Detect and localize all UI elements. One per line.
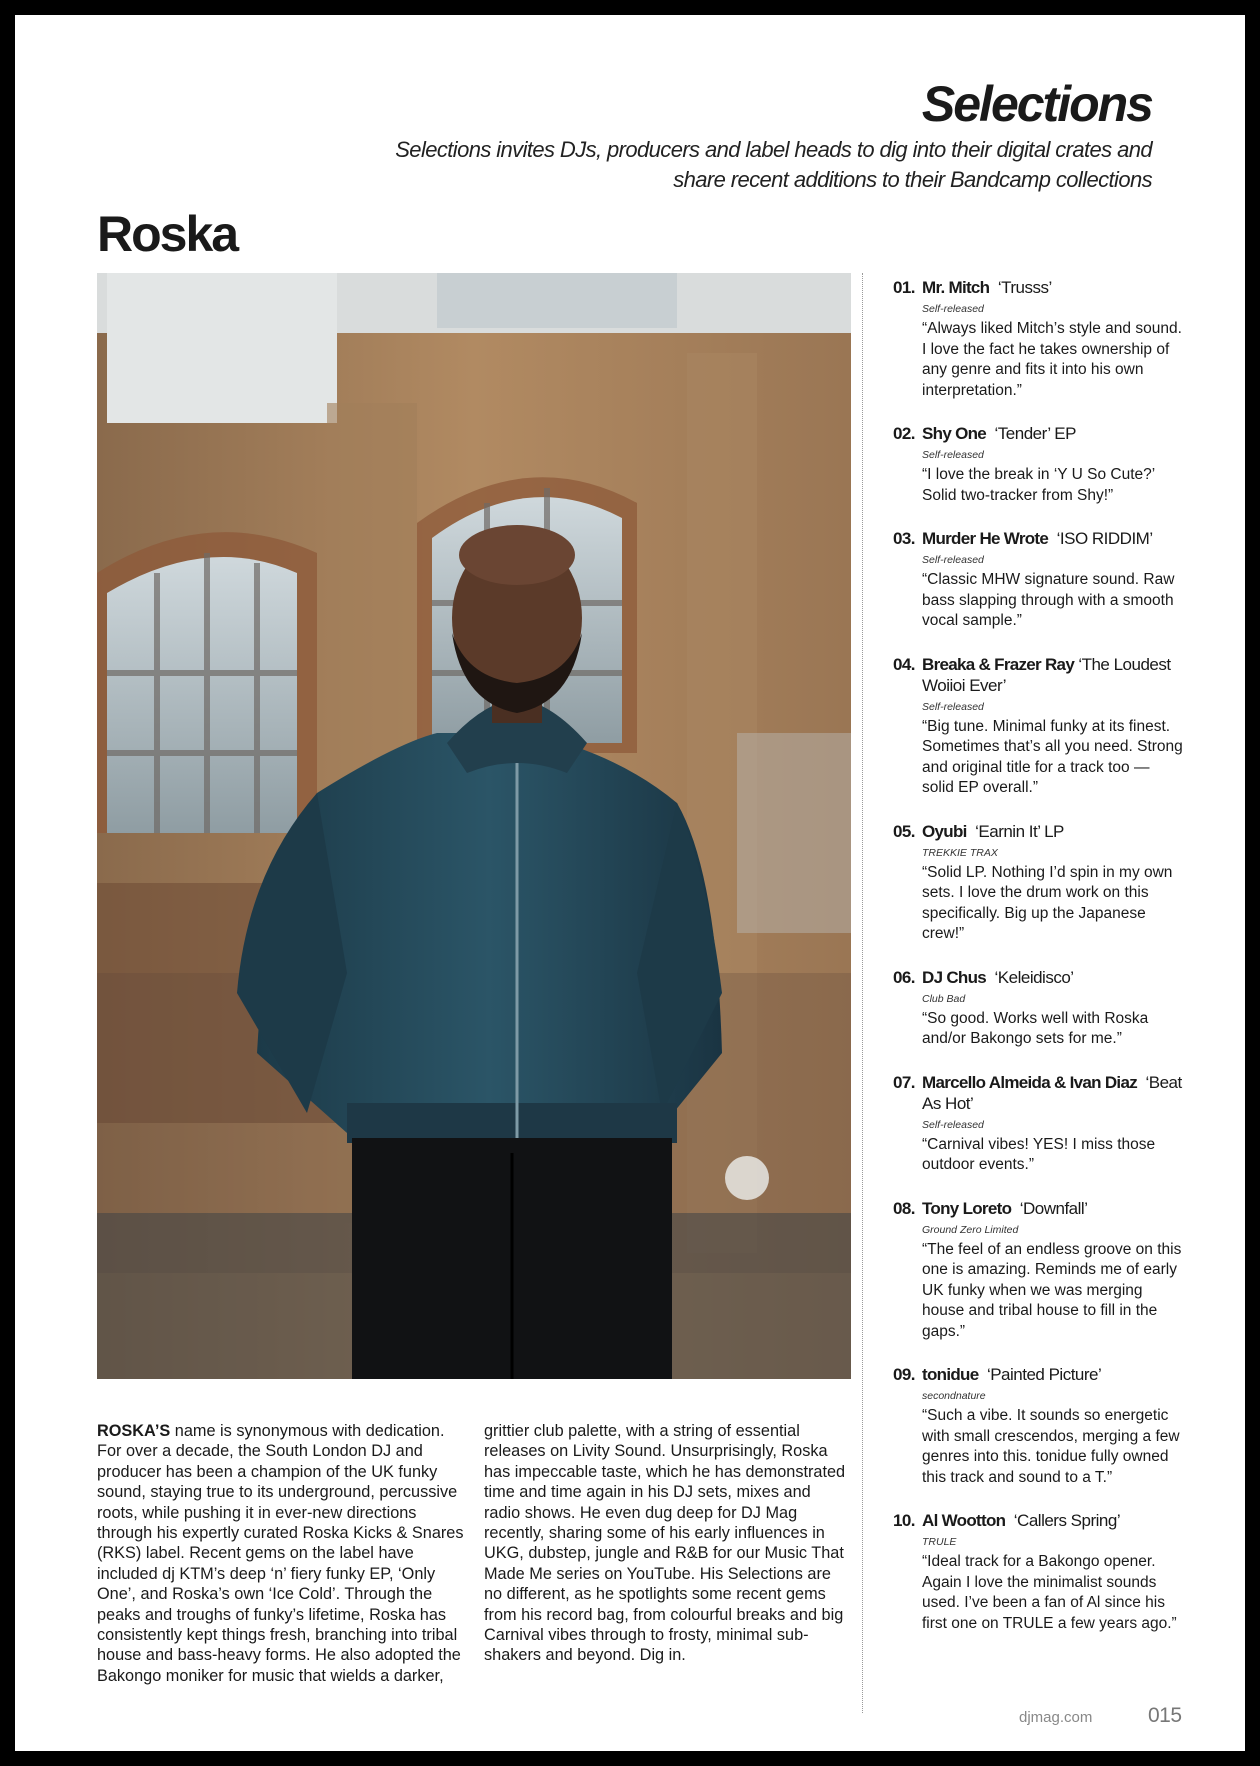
page-number: 015 — [1148, 1704, 1182, 1727]
selections-list — [893, 277, 1183, 1656]
artist-bio — [97, 1421, 851, 1686]
section-title: Selections — [921, 76, 1152, 132]
selection-quote: “Such a vibe. It sounds so energetic with small crescendos, merging a few genres into this. tonidue fully owned this track and sound to a T.” — [922, 1407, 1180, 1486]
selection-number: 03. — [893, 529, 915, 548]
selection-artist: Breaka & Frazer Ray — [922, 654, 1075, 674]
footer-website: djmag.com — [1019, 1709, 1093, 1726]
selection-number: 02. — [893, 424, 915, 443]
selection-artist: Oyubi — [922, 821, 967, 841]
bio-lead: ROSKA’S — [97, 1422, 171, 1440]
selection-number: 09. — [893, 1365, 915, 1384]
selection-quote: “Ideal track for a Bakongo opener. Again I love the minimalist sounds used. I’ve been a fan of Al since his first one on TRULE a few years ago.” — [922, 1553, 1177, 1632]
selection-number: 10. — [893, 1511, 915, 1530]
selection-artist: tonidue — [922, 1365, 979, 1384]
selection-title: ‘Trusss’ — [997, 278, 1052, 297]
selection-number: 01. — [893, 278, 915, 297]
selection-number: 05. — [893, 821, 915, 841]
selection-quote: “Always liked Mitch’s style and sound. I love the fact he takes ownership of any genre and fits it into his own interpretation.” — [922, 320, 1182, 399]
selection-artist: Marcello Almeida & Ivan Diaz — [922, 1072, 1138, 1092]
selection-item — [893, 1198, 1183, 1343]
bio-text: name is synonymous with dedication. For over a decade, the South London DJ and producer has been a champion of the UK funky sound, staying true to its underground, percussive roots, while pushing it in ever-new directions through his expertly curated Roska Kicks & Snares (RKS) label. Recent gems on the label have included dj KTM’s deep ‘n’ fiery funky EP, ‘Only One’, and Roska’s own ‘Ice Cold’. Through the peaks and troughs of funky’s lifetime, Roska has consistently kept things fresh, branching into tribal house and bass-heavy forms. He also adopted the Bakongo moniker for music that wields a darker, grittier club palette, with a string of essential releases on Livity Sound. Unsurprisingly, Roska has impeccable taste, which he has demonstrated time and time again in his DJ sets, mixes and radio shows. He even dug deep for DJ Mag recently, sharing some of his early influences in UKG, dubstep, jungle and R&B for our Music That Made Me series on YouTube. His Selections are no different, as he spotlights some recent gems from his record bag, from colourful breaks and big Carnival vibes through to frosty, minimal sub-shakers and beyond. Dig in. — [97, 1422, 846, 1685]
selection-artist: Murder He Wrote — [922, 529, 1049, 548]
selection-label: Self-released — [922, 303, 984, 315]
selection-item — [893, 1364, 1183, 1488]
selection-item — [893, 528, 1183, 632]
artist-photo — [97, 273, 851, 1379]
selection-title: ‘The Loudest Woiioi Ever’ — [922, 654, 1171, 695]
selection-item — [893, 277, 1183, 401]
selection-label: Self-released — [922, 449, 984, 461]
selection-title: ‘Tender’ EP — [994, 424, 1076, 443]
selection-artist: Tony Loreto — [922, 1198, 1012, 1218]
selection-artist: Shy One — [922, 424, 987, 443]
selection-label: TRULE — [922, 1536, 957, 1548]
selection-quote: “So good. Works well with Roska and/or Bakongo sets for me.” — [922, 1009, 1149, 1047]
selection-number: 06. — [893, 967, 915, 987]
selection-label: secondnature — [922, 1390, 986, 1402]
selection-title: ‘Keleidisco’ — [994, 967, 1074, 987]
selection-item — [893, 654, 1183, 799]
selection-label: TREKKIE TRAX — [922, 846, 998, 859]
selection-item — [893, 821, 1183, 945]
section-subtitle: Selections invites DJs, producers and label heads to dig into their digital crates and share recent additions to their Bandcamp collections — [395, 137, 1152, 192]
selection-quote: “Solid LP. Nothing I’d spin in my own sets. I love the drum work on this specifically. Big up the Japanese crew!” — [922, 863, 1173, 942]
selection-label: Self-released — [922, 700, 984, 713]
selection-label: Self-released — [922, 554, 984, 566]
selection-quote: “Big tune. Minimal funky at its finest. Sometimes that’s all you need. Strong and original title for a track too — solid EP overall.” — [922, 717, 1183, 796]
selection-number: 08. — [893, 1198, 915, 1218]
selection-title: ‘ISO RIDDIM’ — [1056, 529, 1153, 548]
selection-quote: “Classic MHW signature sound. Raw bass slapping through with a smooth vocal sample.” — [922, 571, 1175, 629]
selection-label: Ground Zero Limited — [922, 1223, 1019, 1236]
selection-title: ‘Painted Picture’ — [986, 1365, 1102, 1384]
magazine-page — [15, 15, 1245, 1751]
selection-item — [893, 1072, 1183, 1176]
selection-label: Self-released — [922, 1118, 984, 1131]
selection-quote: “Carnival vibes! YES! I miss those outdoor events.” — [922, 1135, 1156, 1173]
column-divider — [862, 273, 863, 1713]
selection-item — [893, 1510, 1183, 1634]
selection-title: ‘Beat As Hot’ — [922, 1072, 1182, 1113]
selection-artist: DJ Chus — [922, 967, 987, 987]
selection-quote: “I love the break in ‘Y U So Cute?’ Solid two-tracker from Shy!” — [922, 466, 1155, 504]
artist-name: Roska — [97, 206, 238, 262]
selection-title: ‘Callers Spring’ — [1013, 1511, 1121, 1530]
selection-item — [893, 423, 1183, 506]
selection-artist: Mr. Mitch — [922, 278, 990, 297]
selection-title: ‘Earnin It’ LP — [975, 821, 1064, 841]
selection-title: ‘Downfall’ — [1019, 1198, 1088, 1218]
selection-label: Club Bad — [922, 992, 966, 1005]
selection-number: 07. — [893, 1072, 915, 1092]
selection-number: 04. — [893, 654, 915, 674]
selection-quote: “The feel of an endless groove on this one is amazing. Reminds me of early UK funky when we was merging house and tribal house to fill in the gaps.” — [922, 1240, 1182, 1340]
selection-item — [893, 967, 1183, 1050]
selection-artist: Al Wootton — [922, 1511, 1006, 1530]
